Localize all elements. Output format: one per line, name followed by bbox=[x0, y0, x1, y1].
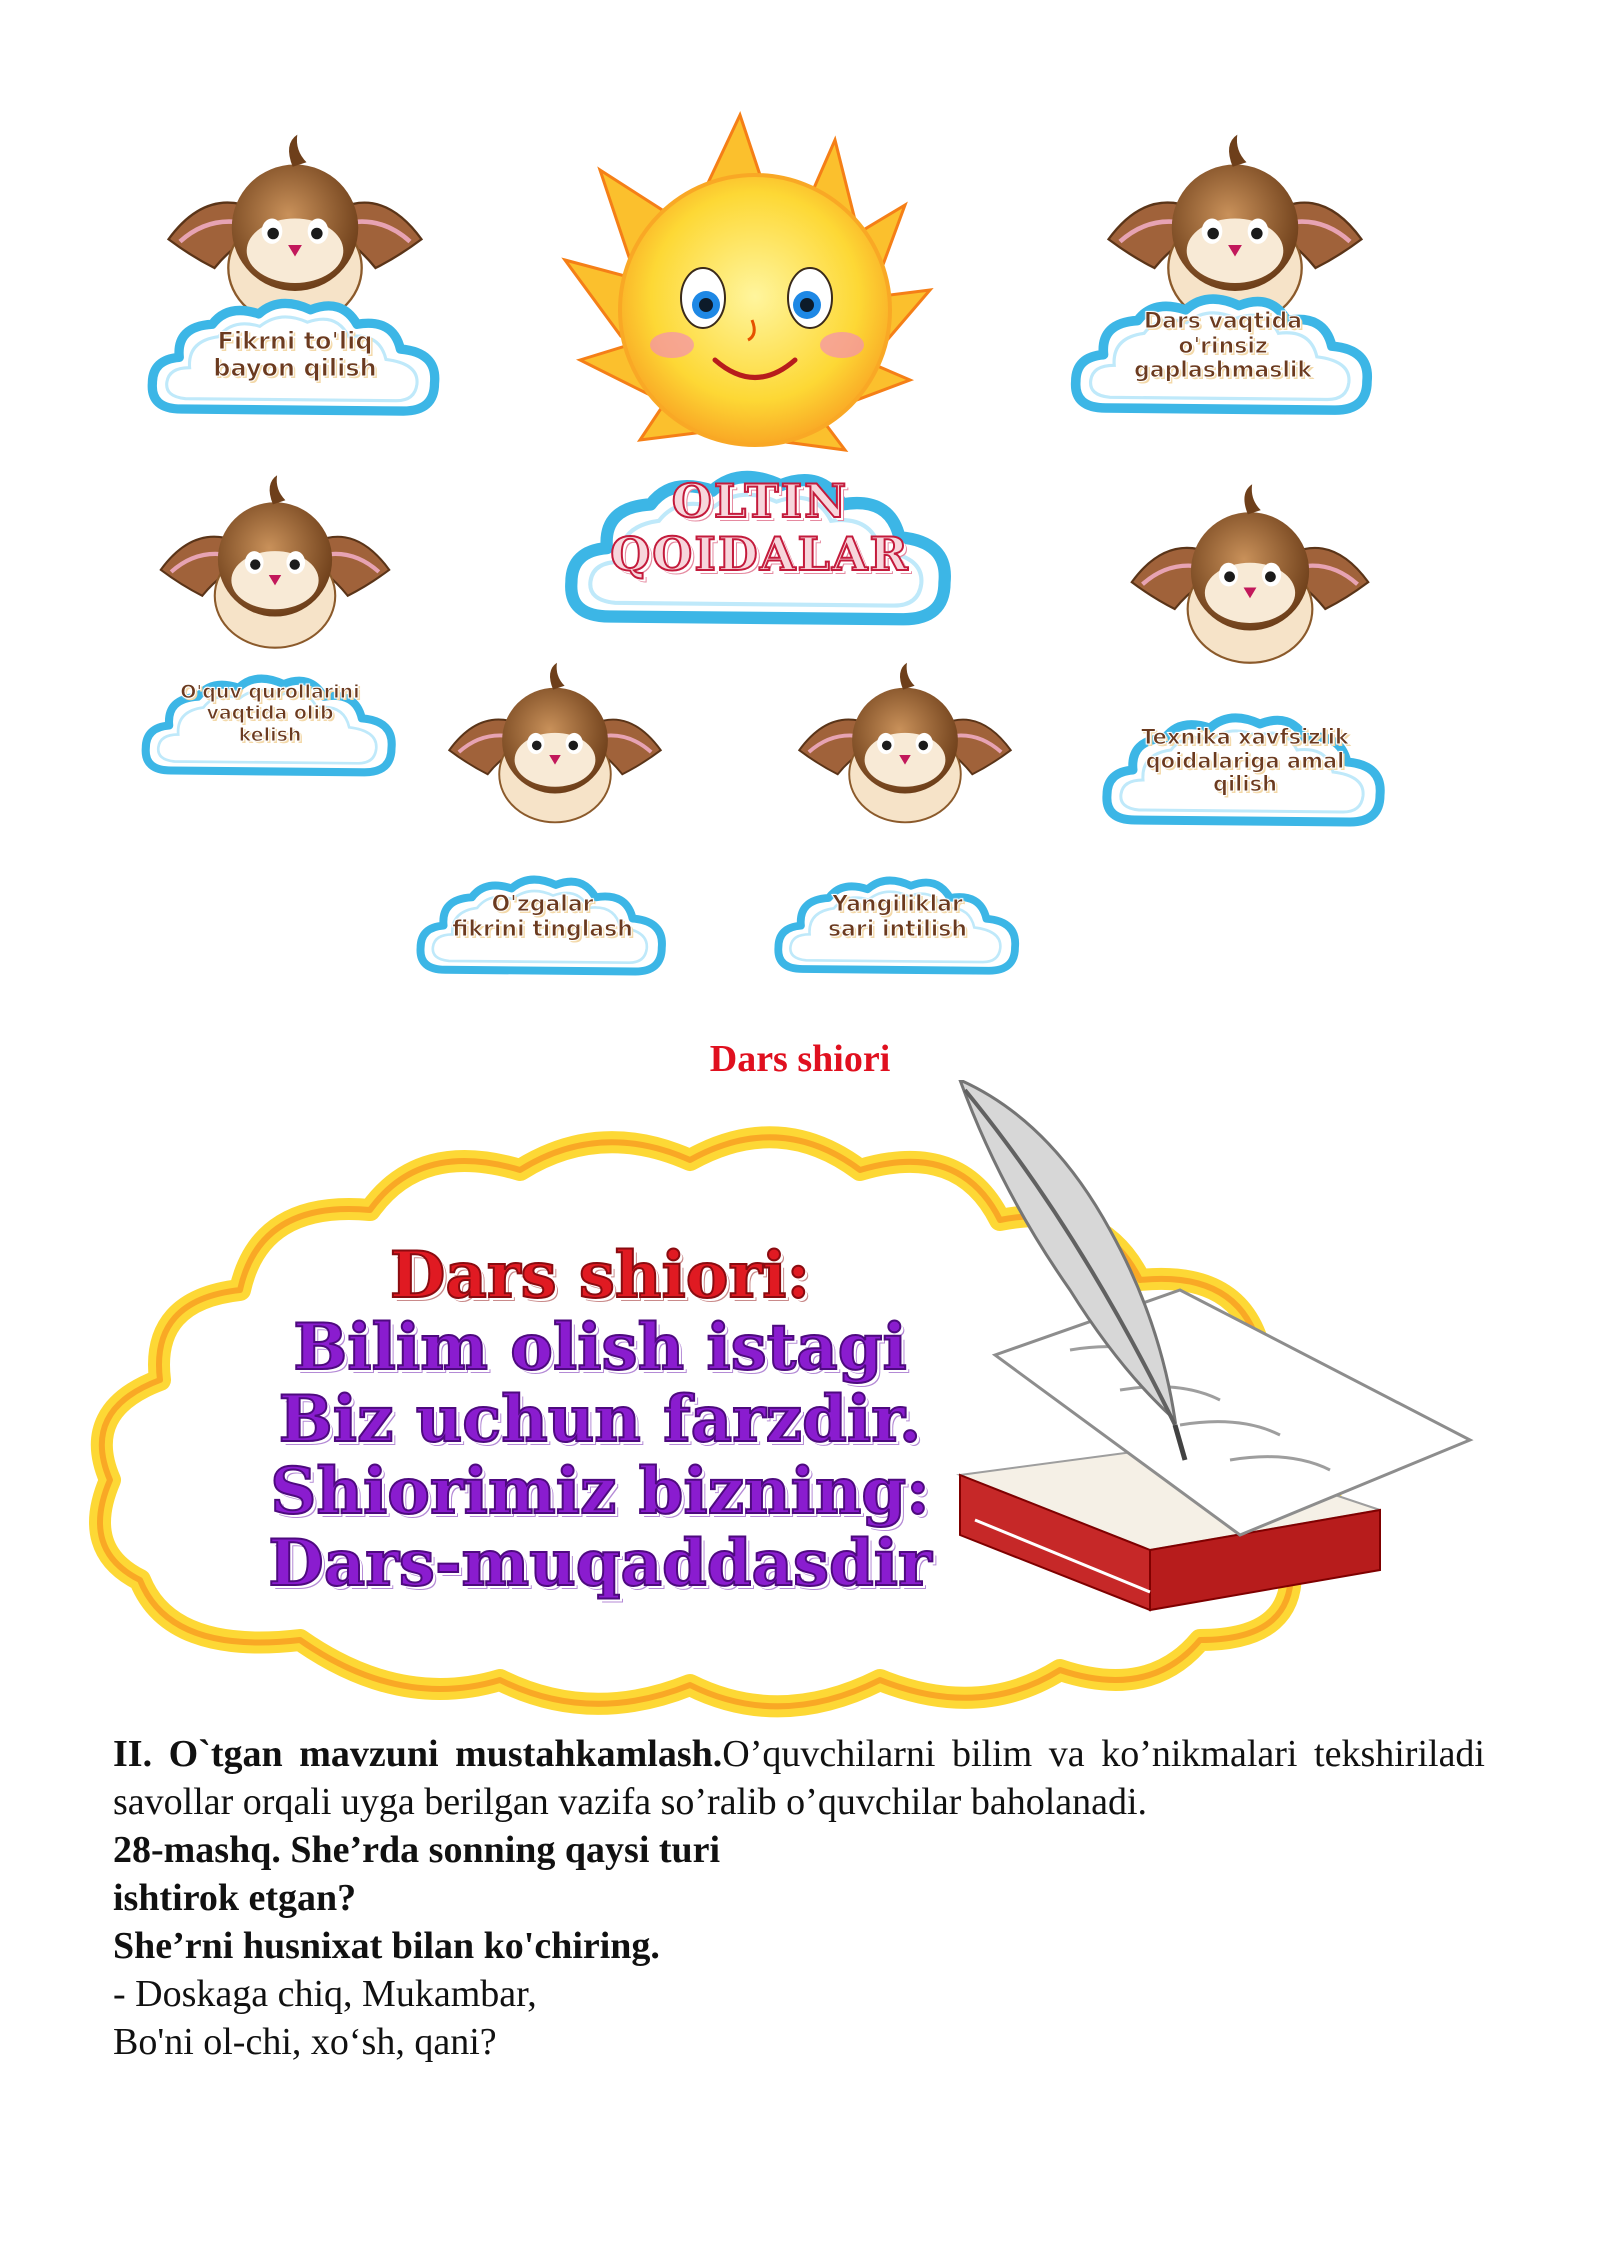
bird-icon bbox=[1132, 484, 1369, 662]
golden-rules-poster bbox=[0, 0, 1600, 1020]
slogan-line: Bilim olish istagi bbox=[293, 1310, 907, 1385]
slogan-title: Dars shiori: bbox=[389, 1238, 811, 1313]
rule-text-line: Dars vaqtida bbox=[1143, 309, 1303, 334]
rule-text bbox=[785, 893, 1010, 942]
rule-text-line: kelish bbox=[238, 723, 302, 746]
bird-icon bbox=[161, 475, 389, 647]
rule-text bbox=[1110, 726, 1380, 797]
rule-text-line: O'quv qurollarini bbox=[180, 681, 360, 703]
rule-text-line: Yangiliklar bbox=[832, 892, 963, 917]
rule-text-line: fikrini tinglash bbox=[452, 916, 633, 942]
poem-line: - Doskaga chiq, Mukambar, bbox=[113, 1973, 537, 2015]
exercise-line: ishtirok etgan? bbox=[113, 1877, 357, 1919]
rule-text bbox=[175, 328, 415, 382]
rule-text bbox=[1093, 310, 1353, 384]
bird-icon bbox=[169, 135, 422, 326]
slogan-poster bbox=[0, 1080, 1600, 1740]
rule-text-line: sari intilish bbox=[827, 916, 968, 942]
rule-text-line: Texnika xavfsizlik bbox=[1141, 725, 1349, 749]
poster-title-line: QOIDALAR bbox=[610, 526, 910, 581]
rule-text-line: qoidalariga amal bbox=[1145, 748, 1345, 773]
section-body: O’quvchilarni bilim va ko’nikmalari tekshiriladi savollar orqali uyga berilgan vazifa so’ralib o’quvchilar baholanadi. bbox=[113, 1733, 1485, 1823]
poem-line: Bo'ni ol-chi, xo‘sh, qani? bbox=[113, 2021, 497, 2063]
section-heading: II. O`tgan mavzuni mustahkamlash. bbox=[113, 1733, 723, 1775]
bird-icon bbox=[1109, 135, 1362, 326]
bird-icon bbox=[799, 663, 1011, 823]
rule-text-line: gaplashmaslik bbox=[1133, 358, 1313, 384]
slogan-line: Shiorimiz bizning: bbox=[270, 1454, 930, 1529]
rule-text-line: qilish bbox=[1212, 772, 1278, 797]
bird-icon bbox=[449, 663, 661, 823]
sun-icon bbox=[565, 115, 930, 450]
exercise-line: 28-mashq. She’rda sonning qaysi turi bbox=[113, 1829, 721, 1871]
lesson-text bbox=[113, 1730, 1485, 2066]
rule-text-line: Fikrni to'liq bbox=[217, 327, 373, 355]
exercise-line: She’rni husnixat bilan ko'chiring. bbox=[113, 1925, 660, 1967]
poster-title bbox=[590, 475, 930, 581]
poster-title-line: OLTIN bbox=[671, 474, 849, 528]
rule-text-line: o'rinsiz bbox=[1178, 333, 1268, 359]
rule-text bbox=[425, 893, 660, 942]
rule-text-line: bayon qilish bbox=[213, 353, 377, 382]
slogan-line: Dars-muqaddasdir bbox=[268, 1526, 932, 1601]
rule-text bbox=[150, 682, 390, 746]
slogan-line: Biz uchun farzdir. bbox=[278, 1382, 922, 1457]
section-paragraph bbox=[113, 1730, 1485, 1826]
rule-text-line: O'zgalar bbox=[491, 892, 594, 917]
rule-text-line: vaqtida olib bbox=[206, 702, 334, 725]
slogan-text bbox=[200, 1240, 1000, 1600]
section-caption: Dars shiori bbox=[709, 1038, 891, 1080]
